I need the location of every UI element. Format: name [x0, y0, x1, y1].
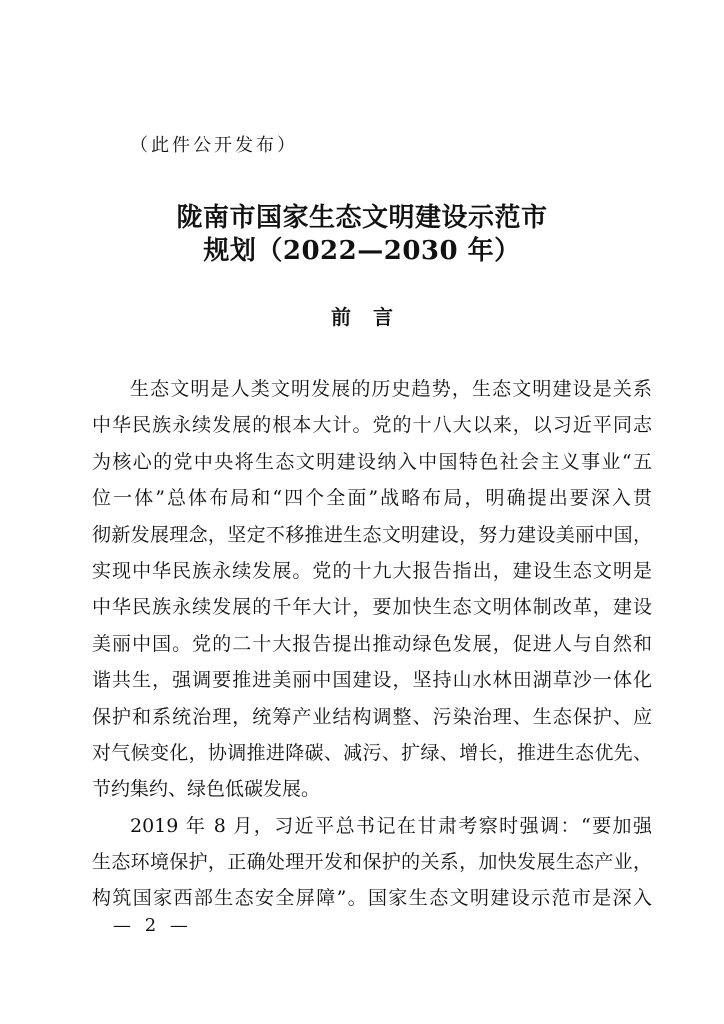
- paragraph-line: 位一体”总体布局和“四个全面”战略布局，明确提出要深入贯: [92, 487, 652, 510]
- document-title-line-2: 规划（2022—2030 年）: [203, 236, 521, 266]
- document-title-line-1: 陇南市国家生态文明建设示范市: [176, 203, 548, 233]
- paragraph-line: 对气候变化，协调推进降碳、减污、扩绿、增长，推进生态优先、: [92, 741, 652, 764]
- body-text: [92, 374, 652, 920]
- paragraph-line: 节约集约、绿色低碳发展。: [92, 778, 321, 801]
- paragraph-line: 构筑国家西部生态安全屏障”。国家生态文明建设示范市是深入: [92, 887, 652, 910]
- paragraph-line: 中华民族永续发展的千年大计，要加快生态文明体制改革，建设: [92, 596, 652, 619]
- paragraph-line: 实现中华民族永续发展。党的十九大报告指出，建设生态文明是: [92, 559, 652, 582]
- paragraph-line: 生态文明是人类文明发展的历史趋势，生态文明建设是关系: [130, 378, 652, 400]
- paragraph-line: 彻新发展理念，坚定不移推进生态文明建设，努力建设美丽中国，: [92, 523, 652, 546]
- paragraph-line: 中华民族永续发展的根本大计。党的十八大以来，以习近平同志: [92, 414, 652, 437]
- paragraph-line: 保护和系统治理，统筹产业结构调整、污染治理、生态保护、应: [92, 705, 652, 728]
- paragraph-line: 为核心的党中央将生态文明建设纳入中国特色社会主义事业“五: [92, 450, 652, 473]
- paragraph-line: 生态环境保护，正确处理开发和保护的关系，加快发展生态产业，: [92, 851, 652, 874]
- paragraph-line: 2019 年 8 月，习近平总书记在甘肃考察时强调：“要加强: [130, 814, 652, 837]
- preface-heading: 前言: [331, 305, 415, 329]
- release-note: （此件公开发布）: [130, 135, 298, 156]
- paragraph-line: 谐共生，强调要推进美丽中国建设，坚持山水林田湖草沙一体化: [92, 669, 652, 692]
- page-number: — 2 —: [113, 915, 192, 936]
- paragraph-line: 美丽中国。党的二十大报告提出推动绿色发展，促进人与自然和: [92, 632, 652, 655]
